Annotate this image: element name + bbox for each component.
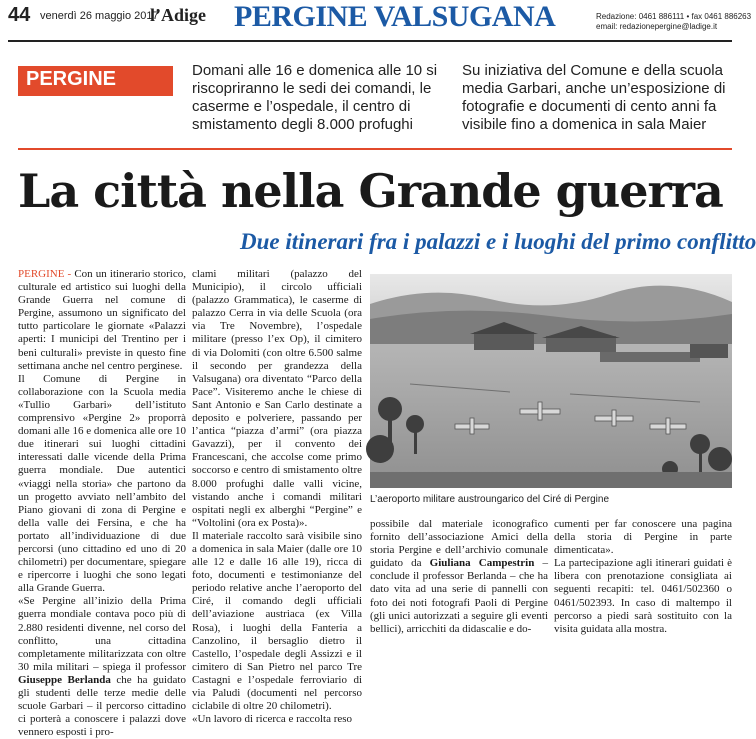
body-text: che ha guidato gli studenti delle terze medie delle scuole Garbari – il percorso cittadino ci porterà a conoscere i palazzi dove vennero esposti i pro- <box>18 673 186 739</box>
contact-info <box>596 12 751 32</box>
deck-rule <box>18 148 732 150</box>
body-paragraph <box>370 518 548 636</box>
photo-caption: L’aeroporto militare austroungarico del Ciré di Pergine <box>370 494 610 505</box>
body-text: – conclude il professor Berlanda – che ha dato vita ad una serie di pannelli con foto dei noti fotografi Paoli di Pergine (gli unici autorizzati a seguire gli eventi bellici), arricchiti da didascalie e do- <box>370 557 548 635</box>
airfield-photo-image <box>370 274 732 488</box>
body-paragraph: clami militari (palazzo del Municipio), il circolo ufficiali (palazzo Grammatica), le caserme di palazzo Cerra in via delle Scuola (ora via Tre Novembre), l’ospedale militare (presso l’ex Op), il cimitero di via Dolomiti (con oltre 6.500 salme il secondo per grandezza della Valsugana) ora diventato “Parco della Pace”. Visiteremo anche le chiese di Sant Antonio e San Carlo destinate a deposito e polveriere, passando per l’antica “piazza d’armi” (ora piazza Gavazzi), per il convento dei Francescani, che accolse come primo soccorso e centro di smistamento oltre 8.000 profughi dalle valli vicine, vistando anche i comandi militari ospitati negli ex alberghi “Pergine” e “Voltolini (ora ex Posta)». <box>192 268 362 529</box>
body-text: «Se Pergine all’inizio della Prima guerra mondiale contava poco più di 2.880 residenti divenne, nel corso del conflitto, una cittadina completamente militarizzata con oltre 30 mila militari – spiega il professor <box>18 595 186 673</box>
section-title: PERGINE VALSUGANA <box>234 0 556 33</box>
page-header <box>0 0 752 38</box>
person-name: Giuseppe Berlanda <box>18 673 111 686</box>
deck-right: Su iniziativa del Comune e della scuola media Garbari, anche un’esposizione di fotografie e documenti di cento anni fa visibile fino a domenica in sala Maier <box>462 62 726 133</box>
header-rule <box>8 40 732 42</box>
article-column-2 <box>192 268 362 726</box>
historic-photo <box>370 274 732 488</box>
body-paragraph <box>18 268 186 373</box>
article-column-4 <box>554 518 732 635</box>
headline: La città nella Grande guerra <box>18 164 723 218</box>
body-text: Con un itinerario storico, culturale ed artistico sui luoghi della Grande Guerra nel comune di Pergine, assumono un significato del tutto particolare le giornate «Palazzi aperti: I municipi del Trentino per i beni culturali» previste in questo fine settimana anche nel centro perginese. <box>18 268 186 372</box>
issue-date: venerdì 26 maggio 2017 <box>40 10 159 22</box>
body-paragraph: cumenti per far conoscere una pagina della storia di Pergine in parte dimenticata». <box>554 518 732 557</box>
contact-email: email: redazionepergine@ladige.it <box>596 22 718 31</box>
body-paragraph: La partecipazione agli itinerari guidati è libera con prenotazione consigliata ai seguenti recapiti: tel. 0461/502360 o 0461/502393. In caso di maltempo il percorso a piedi sarà sostituito con la visita guidata alla mostra. <box>554 557 732 635</box>
location-tag: PERGINE <box>18 66 173 96</box>
subheadline: Due itinerari fra i palazzi e i luoghi del primo conflitto <box>240 229 756 254</box>
body-text: possibile dal materiale iconografico fornito dell’associazione Amici della storia Pergine e dell’archivio comunale guidato da <box>370 518 548 570</box>
body-paragraph: «Un lavoro di ricerca e raccolta reso <box>192 713 353 726</box>
dateline: PERGINE - <box>18 268 75 280</box>
contact-phone: Redazione: 0461 886111 • fax 0461 886263 <box>596 12 752 21</box>
deck-left: Domani alle 16 e domenica alle 10 si riscopriranno le sedi dei comandi, le caserme e l’ospedale, il centro di smistamento degli 8.000 profughi <box>192 62 438 133</box>
body-paragraph <box>18 595 186 739</box>
article-column-3 <box>370 518 548 635</box>
body-paragraph: Il Comune di Pergine in collaborazione con la Scuola media «Tullio Garbari» dell’istituto comprensivo «Pergine 2» proporrà domani alle 16 e domenica alle ore 10 due itinerari sui luoghi cittadini interessati dalle vicende della Prima guerra mondiale. Due autentici «viaggi nella storia» che partono da un progetto avviato nell’ambito del Piano giovani di zona di Pergine e della valle dei Fersina, e che ha portato all’individuazione di due percorsi (uno cittadino ed uno di 20 chilometri) per documentare, spiegare e ripercorre i luoghi che sono legati alla Grande Guerra. <box>18 372 186 595</box>
body-paragraph: Il materiale raccolto sarà visibile sino a domenica in sala Maier (dalle ore 10 alle 12 e dalle 16 alle 19), ricca di foto, documenti e testimonianze del periodo relative anche l’aeroporto del Ciré, il comando degli ufficiali dell’aviazione austriaca (ex Villa Rosa), i luoghi della Fanteria a Canzolino, il bersaglio dietro il Castello, l’ospedale degli Assizzi e il cimitero di San Pietro nel parco Tre Castagni e l’ospedale ferroviario di via Paludi (documenti nel percorso ciclabile di oltre 20 chilometri). <box>192 529 362 713</box>
page-number: 44 <box>8 4 31 26</box>
newspaper-name: l’Adige <box>150 5 206 25</box>
article-column-1 <box>18 268 186 739</box>
person-name: Giuliana Campestrin <box>429 557 535 570</box>
